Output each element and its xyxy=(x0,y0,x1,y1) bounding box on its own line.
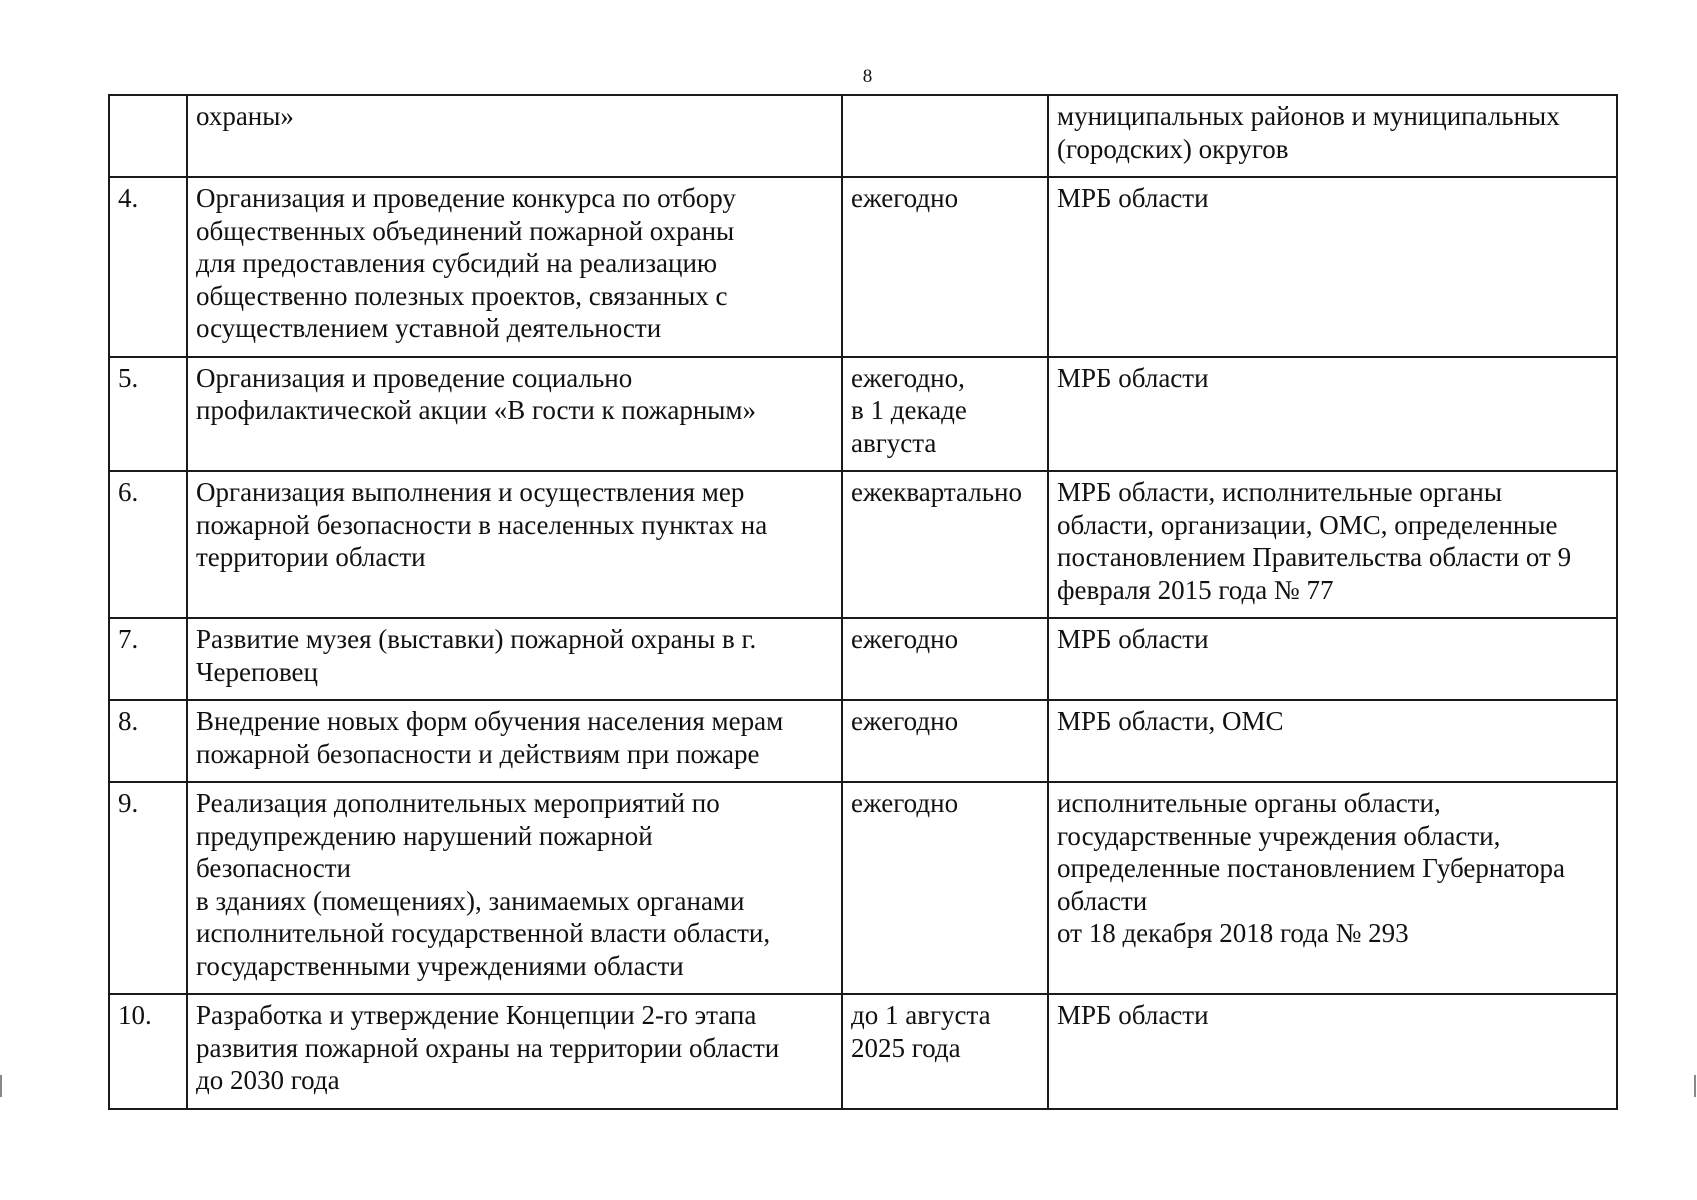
responsible-cell: МРБ области, исполнительные органы области, организации, ОМС, определенные постановлением Правительства области от 9 февраля 2015 года № 77 xyxy=(1048,471,1617,618)
table-row xyxy=(109,782,1617,994)
term-cell: ежегодно xyxy=(842,177,1048,357)
term-cell: ежегодно xyxy=(842,782,1048,994)
term-cell: ежегодно, в 1 декаде августа xyxy=(842,357,1048,472)
activities-table xyxy=(108,94,1618,1110)
page-number: 8 xyxy=(862,66,873,87)
activity-cell: охраны» xyxy=(187,95,842,177)
term-cell: ежегодно xyxy=(842,700,1048,782)
responsible-cell: исполнительные органы области, государственные учреждения области, определенные постановлением Губернатора области от 18 декабря 2018 года № 293 xyxy=(1048,782,1617,994)
table-row xyxy=(109,700,1617,782)
activity-cell: Внедрение новых форм обучения населения мерам пожарной безопасности и действиям при пожаре xyxy=(187,700,842,782)
responsible-cell: МРБ области xyxy=(1048,994,1617,1109)
scan-edge-mark-left xyxy=(0,1075,2,1097)
row-number-cell: 7. xyxy=(109,618,187,700)
responsible-cell: муниципальных районов и муниципальных (городских) округов xyxy=(1048,95,1617,177)
row-number-cell: 9. xyxy=(109,782,187,994)
activity-cell: Организация и проведение социально профилактической акции «В гости к пожарным» xyxy=(187,357,842,472)
term-cell: ежегодно xyxy=(842,618,1048,700)
scan-edge-mark-right xyxy=(1694,1075,1696,1097)
responsible-cell: МРБ области, ОМС xyxy=(1048,700,1617,782)
table-row xyxy=(109,95,1617,177)
row-number-cell: 5. xyxy=(109,357,187,472)
table-row xyxy=(109,994,1617,1109)
table-row xyxy=(109,357,1617,472)
row-number-cell: 4. xyxy=(109,177,187,357)
activity-cell: Развитие музея (выставки) пожарной охраны в г. Череповец xyxy=(187,618,842,700)
row-number-cell xyxy=(109,95,187,177)
term-cell: до 1 августа 2025 года xyxy=(842,994,1048,1109)
term-cell: ежеквартально xyxy=(842,471,1048,618)
table-row xyxy=(109,618,1617,700)
activity-cell: Разработка и утверждение Концепции 2-го этапа развития пожарной охраны на территории области до 2030 года xyxy=(187,994,842,1109)
responsible-cell: МРБ области xyxy=(1048,177,1617,357)
responsible-cell: МРБ области xyxy=(1048,357,1617,472)
row-number-cell: 6. xyxy=(109,471,187,618)
row-number-cell: 10. xyxy=(109,994,187,1109)
table-row xyxy=(109,177,1617,357)
term-cell xyxy=(842,95,1048,177)
activity-cell: Организация выполнения и осуществления мер пожарной безопасности в населенных пунктах на территории области xyxy=(187,471,842,618)
responsible-cell: МРБ области xyxy=(1048,618,1617,700)
activity-cell: Организация и проведение конкурса по отбору общественных объединений пожарной охраны для предоставления субсидий на реализацию общественно полезных проектов, связанных с осуществлением уставной деятельности xyxy=(187,177,842,357)
row-number-cell: 8. xyxy=(109,700,187,782)
activity-cell: Реализация дополнительных мероприятий по предупреждению нарушений пожарной безопасности в зданиях (помещениях), занимаемых органами исполнительной государственной власти области, государственными учреждениями области xyxy=(187,782,842,994)
table-row xyxy=(109,471,1617,618)
